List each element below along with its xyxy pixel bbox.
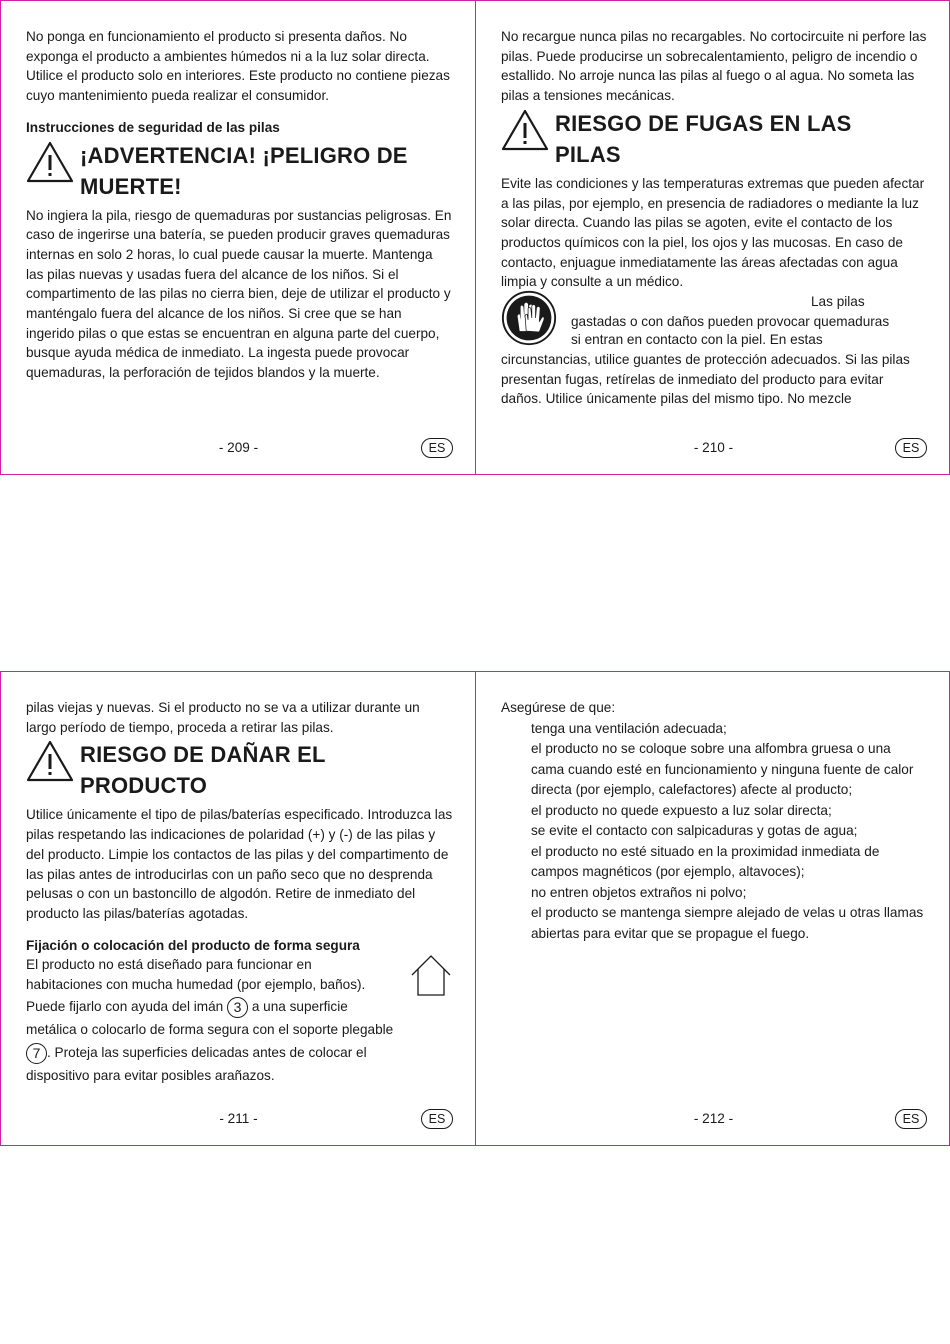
page-footer [1, 437, 475, 459]
fixing-line: El producto no está diseñado para funcionar en [26, 957, 312, 973]
protective-gloves-icon [501, 290, 557, 346]
fixing-line: Puede fijarlo con ayuda del imán 3 a una superficie [26, 995, 453, 1018]
glove-text-line: gastadas o con daños pueden provocar quemaduras [571, 313, 890, 329]
warning-heading [26, 739, 453, 801]
page-footer [1, 1108, 475, 1130]
page-content [26, 27, 453, 383]
list-item: se evite el contacto con salpicaduras y gotas de agua; [531, 823, 858, 838]
page-footer [476, 437, 949, 459]
page-number: - 212 - [693, 1111, 734, 1126]
stand-reference-number: 7 [26, 1043, 47, 1064]
warning-heading [501, 108, 927, 170]
fixing-line: 7 . Proteja las superficies delicadas antes de colocar el [26, 1041, 453, 1064]
page-content [501, 698, 927, 944]
page-footer [476, 1108, 949, 1130]
list-item: no entren objetos extraños ni polvo; [531, 884, 747, 900]
language-badge: ES [421, 438, 453, 458]
page-number: - 209 - [218, 440, 259, 455]
body-paragraph: Utilice únicamente el tipo de pilas/baterías especificado. Introduzca las pilas respetando las indicaciones de polaridad (+) y (-) de las pilas y del producto. Limpie los contactos de las pilas y del compartimento de las pilas antes de introducirlas con un paño seco que no desprenda pelusas o con un bastoncillo de algodón. Retire de inmediato del producto las pilas/baterías agotadas. [26, 807, 453, 921]
language-badge: ES [895, 1109, 927, 1129]
body-paragraph-continued: circunstancias, utilice guantes de protección adecuados. Si las pilas presentan fugas, retírelas de inmediato del producto para evitar daños. Utilice únicamente pilas del mismo tipo. No mezcle [501, 352, 910, 407]
page-number: - 210 - [693, 440, 734, 455]
page-content [26, 698, 453, 1087]
section-subheading: Instrucciones de seguridad de las pilas [26, 119, 280, 135]
language-badge: ES [421, 1109, 453, 1129]
section-subheading: Fijación o colocación del producto de forma segura [26, 937, 360, 953]
list-item: el producto se mantenga siempre alejado de velas u otras llamas abiertas para evitar que se propague el fuego. [531, 905, 924, 941]
fixing-line: dispositivo para evitar posibles arañazos. [26, 1067, 275, 1083]
checklist [531, 719, 927, 945]
warning-title: ¡ADVERTENCIA! ¡PELIGRO DE MUERTE! [80, 142, 408, 199]
list-item: el producto no se coloque sobre una alfombra gruesa o una cama cuando esté en funcionamiento y ninguna fuente de calor directa (por ejemplo, calefactores) afecte al producto; [531, 741, 914, 797]
page-211 [0, 671, 475, 1146]
list-item: el producto no esté situado en la proximidad inmediata de campos magnéticos (por ejemplo, altavoces); [531, 843, 880, 879]
glove-text-line: si entran en contacto con la piel. En estas [571, 332, 823, 348]
page-210 [475, 0, 950, 475]
page-content [501, 27, 927, 409]
intro-paragraph: No recargue nunca pilas no recargables. No cortocircuite ni perfore las pilas. Puede producirse un sobrecalentamiento, peligro de incendio o estallido. No arroje nunca las pilas al fuego o al agua. No someta las pilas a tensiones mecánicas. [501, 29, 927, 104]
indoor-use-house-icon [409, 953, 453, 997]
warning-title: RIESGO DE FUGAS EN LAS PILAS [555, 110, 852, 167]
glove-text-line: Las pilas [811, 294, 865, 310]
intro-paragraph: Asegúrese de que: [501, 700, 616, 715]
warning-triangle-icon [26, 140, 74, 184]
intro-paragraph: pilas viejas y nuevas. Si el producto no se va a utilizar durante un largo período de tiempo, proceda a retirar las pilas. [26, 700, 420, 735]
language-badge: ES [895, 438, 927, 458]
glove-notice [501, 292, 927, 350]
page-number: - 211 - [219, 1111, 258, 1126]
warning-title: RIESGO DE DAÑAR EL PRODUCTO [80, 742, 326, 799]
fixing-line: habitaciones con mucha humedad (por ejemplo, baños). [26, 977, 366, 993]
list-item: tenga una ventilación adecuada; [531, 720, 727, 736]
page-212 [475, 671, 950, 1146]
fixing-section [26, 955, 453, 1086]
magnet-reference-number: 3 [227, 997, 248, 1018]
page-209 [0, 0, 475, 475]
fixing-line: metálica o colocarlo de forma segura con el soporte plegable [26, 1021, 394, 1037]
warning-heading [26, 140, 453, 202]
body-paragraph: No ingiera la pila, riesgo de quemaduras por sustancias peligrosas. En caso de ingerirse una batería, se pueden producir graves quemaduras internas en solo 2 horas, lo cual puede causar la muerte. Mantenga las pilas nuevas y usadas fuera del alcance de los niños. Si el compartimento de las pilas no cierra bien, deje de utilizar el producto y manténgalo fuera del alcance de los niños. Si cree que se han ingerido pilas o que estas se encuentran en alguna parte del cuerpo, busque ayuda médica de inmediato. La ingesta puede provocar quemaduras, la perforación de tejidos blandos y la muerte. [26, 207, 452, 381]
list-item: el producto no quede expuesto a luz solar directa; [531, 802, 832, 818]
warning-triangle-icon [501, 108, 549, 152]
warning-triangle-icon [26, 739, 74, 783]
intro-paragraph: No ponga en funcionamiento el producto si presenta daños. No exponga el producto a ambientes húmedos ni a la luz solar directa. Utilice el producto solo en interiores. Este producto no contiene piezas cuyo mantenimiento pueda realizar el consumidor. [26, 29, 450, 104]
body-paragraph: Evite las condiciones y las temperaturas extremas que pueden afectar a las pilas, por ejemplo, en presencia de radiadores o mediante la luz solar directa. Cuando las pilas se agoten, evite el contacto de los productos químicos con la piel, los ojos y las mucosas. En caso de contacto, enjuague inmediatamente las áreas afectadas con agua limpia y consulte a un médico. [501, 175, 925, 290]
